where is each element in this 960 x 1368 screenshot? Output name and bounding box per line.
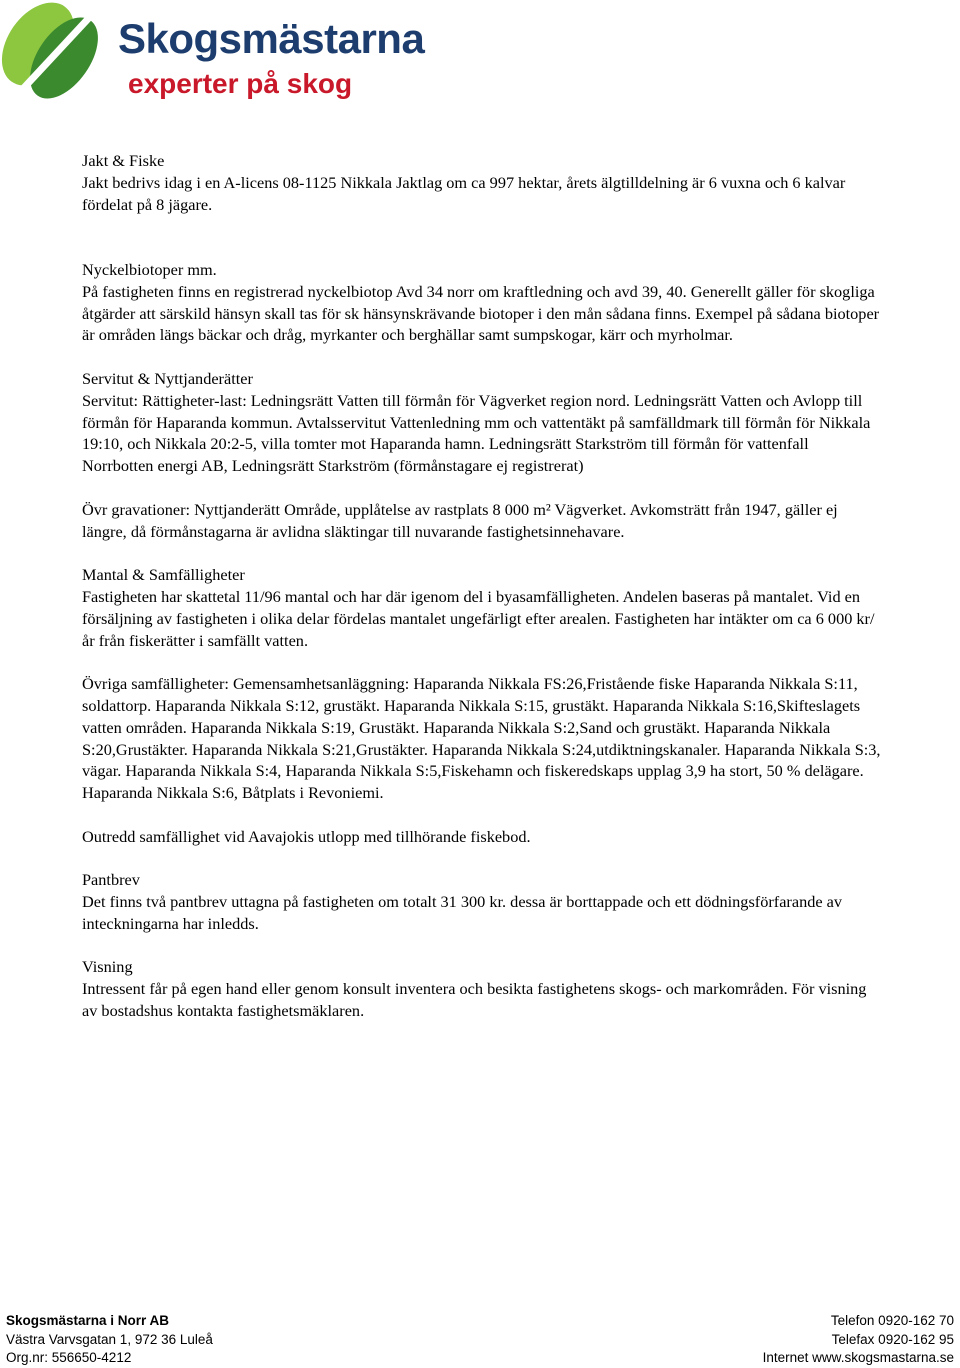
section-title: Nyckelbiotoper mm. — [82, 259, 217, 279]
footer-web: Internet www.skogsmastarna.se — [762, 1350, 954, 1365]
section-title: Servitut & Nyttjanderätter — [82, 368, 253, 388]
footer-address: Västra Varvsgatan 1, 972 36 Luleå — [6, 1331, 213, 1347]
section-paragraph: Jakt bedrivs idag i en A-licens 08-1125 Nikkala Jaktlag om ca 997 hektar, årets älgtilldelning är 6 vuxna och 6 kalvar fördelat på 8 jägare. — [82, 172, 846, 214]
section-title: Jakt & Fiske — [82, 151, 165, 170]
section-title: Visning — [82, 957, 133, 977]
section-visning — [82, 956, 882, 1021]
section-paragraph: Intressent får på egen hand eller genom konsult inventera och besikta fastighetens skogs- och markområden. För visning av bostadshus kontakta fastighetsmäklaren. — [82, 979, 867, 1021]
section-title: Pantbrev — [82, 870, 140, 890]
section-paragraph: Övriga samfälligheter: Gemensamhetsanläggning: Haparanda Nikkala FS:26,Fristående fiske Haparanda Nikkala S:11, soldattorp. Haparanda Nikkala S:12, grustäkt. Haparanda Nikkala S:15, grustäkt. Haparanda Nikkala S:16,Skifteslagets vatten områden. Haparanda Nikkala S:19, Grustäkt. Haparanda Nikkala S:2,Sand och grustäkt. Haparanda Nikkala S:20,Grustäkter. Haparanda Nikkala S:21,Grustäkter. Haparanda Nikkala S:24,utdiktningskanaler. Haparanda Nikkala S:3, vägar. Haparanda Nikkala S:4, Haparanda Nikkala S:5,Fiskehamn och fiskeredskaps upplag 3,9 ha stort, 50 % delägare. Haparanda Nikkala S:6, Båtplats i Revoniemi. — [82, 674, 881, 803]
logo-tagline: experter på skog — [128, 68, 353, 99]
section-paragraph: Outredd samfällighet vid Aavajokis utlopp med tillhörande fiskebod. — [82, 826, 531, 846]
section-paragraph: Servitut: Rättigheter-last: Ledningsrätt Vatten till förmån för Vägverket region nord. Ledningsrätt Vatten och Avlopp till förmån för Haparanda kommun. Avtalsservitut Vattenledning mm och vattentäkt på samfälldmark till förmån för Nikkala 19:10, och Nikkala 20:2-5, villa tomter mot Haparanda hamn. Ledningsrätt Starkström till förmån för vattenfall Norrbotten energi AB, Ledningsrätt Starkström (förmånstagare ej registrerat) — [82, 390, 871, 476]
logo-wordmark: Skogsmästarna — [118, 15, 425, 62]
section-servitut — [82, 368, 882, 542]
section-paragraph: Det finns två pantbrev uttagna på fastigheten om totalt 31 300 kr. dessa är borttappade och ett dödningsförfarande av inteckningarna har inledds. — [82, 892, 843, 933]
leaf-logo-icon — [0, 0, 120, 110]
section-mantal — [82, 564, 882, 847]
footer-orgnr: Org.nr: 556650-4212 — [6, 1350, 132, 1365]
section-paragraph: Fastigheten har skattetal 11/96 mantal och har där igenom del i byasamfälligheten. Andelen baseras på mantalet. Vid en försäljning av fastigheten i olika delar fördelas mantalet ungefärligt efter arealen. Fastigheten har intäkter om ca 6 000 kr/år från fiskerätter i samfällt vatten. — [82, 586, 875, 650]
section-jakt-fiske — [82, 150, 882, 215]
document-body — [82, 150, 882, 1022]
section-paragraph: På fastigheten finns en registrerad nyckelbiotop Avd 34 norr om kraftledning och avd 39, 40. Generellt gäller för skogliga åtgärder att särskild hänsyn skall tas för sk hänsynskrävande biotoper i den mån sådana finns. Exempel på sådana biotoper är områden längs bäckar och dråg, myrkanter och berghällar samt sumpskogar, kärr och myrholmar. — [82, 281, 880, 345]
section-pantbrev — [82, 869, 882, 934]
footer-company: Skogsmästarna i Norr AB — [6, 1313, 170, 1328]
section-nyckelbiotoper — [82, 259, 882, 346]
section-title: Mantal & Samfälligheter — [82, 565, 245, 585]
footer-phone: Telefon 0920-162 70 — [830, 1313, 954, 1328]
page-footer — [6, 1312, 954, 1368]
section-paragraph: Övr gravationer: Nyttjanderätt Område, upplåtelse av rastplats 8 000 m² Vägverket. Avkomsträtt från 1947, gäller ej längre, då förmånstagarna är avlidna släktingar till nuvarande fastighetsinnehavare. — [82, 499, 838, 541]
footer-fax: Telefax 0920-162 95 — [831, 1331, 954, 1347]
company-logo — [0, 0, 440, 110]
